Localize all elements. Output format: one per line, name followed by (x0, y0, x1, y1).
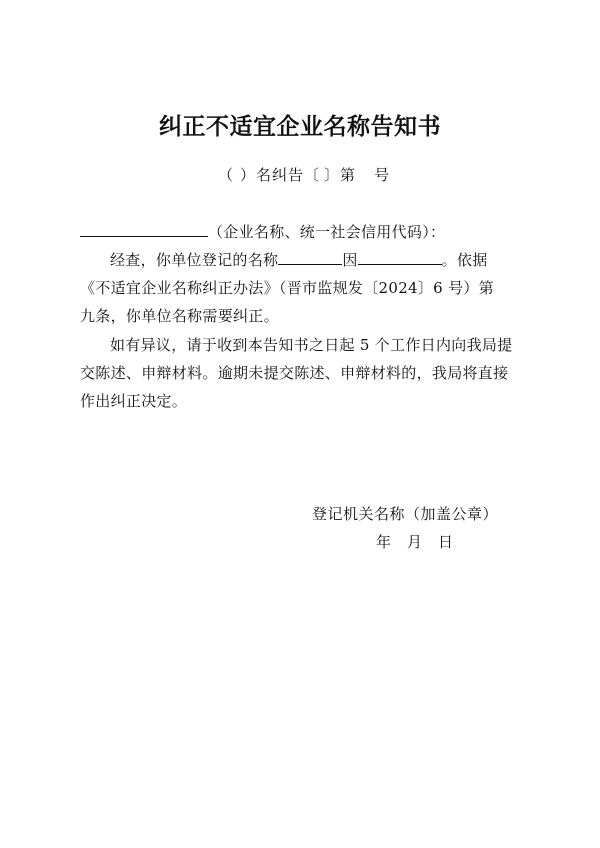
body-line-4: 如有异议，请于收到本告知书之日起 5 个工作日内向我局提 (110, 336, 513, 354)
body-line-1 (110, 249, 488, 270)
reason-blank (358, 250, 442, 265)
doc-number-hao: 号 (374, 166, 391, 184)
doc-number-open: （ (218, 166, 235, 184)
addressee-line (80, 221, 445, 242)
document-number (218, 164, 390, 185)
body-p1-c: 。依据 (441, 251, 488, 269)
signature-authority: 登记机关名称（加盖公章） (312, 505, 499, 523)
body-line-6: 作出纠正决定。 (80, 392, 188, 410)
doc-number-close-bracket: 〕第 (324, 166, 357, 184)
company-name-blank (80, 222, 208, 237)
doc-number-close: ） (240, 166, 257, 184)
body-line-2: 《不适宜企业名称纠正办法》（晋市监规发〔2024〕6 号）第 (80, 279, 494, 297)
signature-date: 年 月 日 (376, 533, 454, 551)
body-p1-a: 经查，你单位登记的名称 (110, 251, 279, 269)
registered-name-blank (278, 250, 342, 265)
document-title: 纠正不适宜企业名称告知书 (159, 113, 441, 140)
body-line-3: 九条，你单位名称需要纠正。 (80, 307, 279, 325)
addressee-suffix: （企业名称、统一社会信用代码）： (208, 223, 446, 241)
body-p1-b: 因 (342, 251, 358, 269)
body-line-5: 交陈述、申辩材料。逾期未提交陈述、申辩材料的，我局将直接 (80, 364, 509, 382)
doc-number-mid: 名纠告〔 (256, 166, 321, 184)
